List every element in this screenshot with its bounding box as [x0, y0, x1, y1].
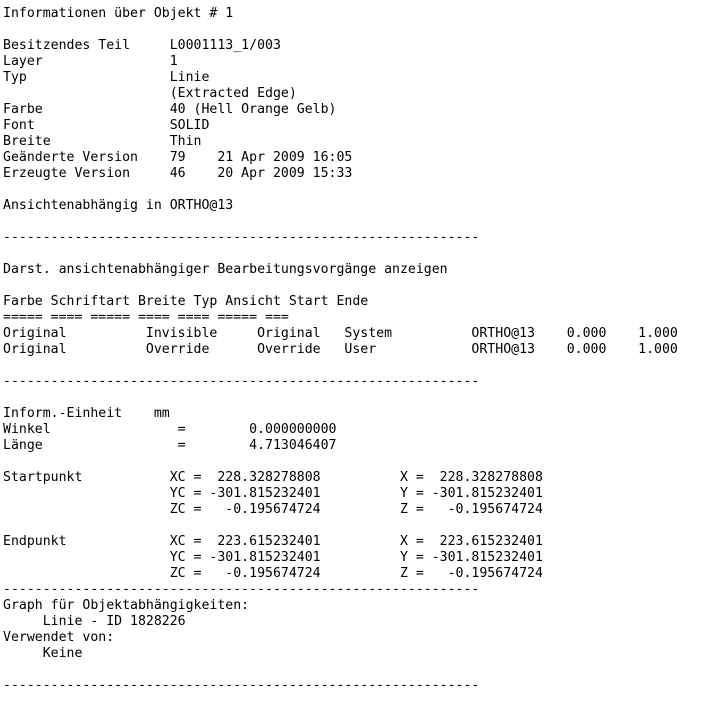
- info-line: Keine: [3, 646, 83, 661]
- info-line: Endpunkt XC = 223.615232401 X = 223.615232401: [3, 534, 543, 549]
- info-line: YC = -301.815232401 Y = -301.815232401: [3, 550, 543, 565]
- info-line: Breite Thin: [3, 134, 202, 149]
- info-line: YC = -301.815232401 Y = -301.815232401: [3, 486, 543, 501]
- info-line: [3, 278, 678, 294]
- info-line: ------------------------------------------------------------: [3, 582, 480, 597]
- info-line: Layer 1: [3, 54, 178, 69]
- info-line: Inform.-Einheit mm: [3, 406, 170, 421]
- info-line: Darst. ansichtenabhängiger Bearbeitungsvorgänge anzeigen: [3, 262, 448, 277]
- info-line: [3, 518, 678, 534]
- object-information-text: [3, 6, 678, 694]
- info-line: ZC = -0.195674724 Z = -0.195674724: [3, 566, 543, 581]
- info-line: Font SOLID: [3, 118, 210, 133]
- info-line: Farbe 40 (Hell Orange Gelb): [3, 102, 337, 117]
- info-line: Erzeugte Version 46 20 Apr 2009 15:33: [3, 166, 353, 181]
- info-line: ------------------------------------------------------------: [3, 678, 480, 693]
- info-line: Typ Linie: [3, 70, 210, 85]
- info-line: [3, 246, 678, 262]
- info-line: [3, 358, 678, 374]
- info-line: Verwendet von:: [3, 630, 115, 645]
- info-line: [3, 454, 678, 470]
- info-line: Informationen über Objekt # 1: [3, 6, 234, 21]
- info-line: [3, 214, 678, 230]
- info-line: ------------------------------------------------------------: [3, 230, 480, 245]
- info-line: Winkel = 0.000000000: [3, 422, 337, 437]
- info-line: [3, 662, 678, 678]
- info-line: [3, 390, 678, 406]
- info-line: Original Invisible Original System ORTHO@13 0.000 1.000: [3, 326, 678, 341]
- info-line: Linie - ID 1828226: [3, 614, 186, 629]
- info-line: Geänderte Version 79 21 Apr 2009 16:05: [3, 150, 353, 165]
- info-line: Graph für Objektabhängigkeiten:: [3, 598, 250, 613]
- info-line: ZC = -0.195674724 Z = -0.195674724: [3, 502, 543, 517]
- info-line: Besitzendes Teil L0001113_1/003: [3, 38, 281, 53]
- info-line: Startpunkt XC = 228.328278808 X = 228.328278808: [3, 470, 543, 485]
- info-line: (Extracted Edge): [3, 86, 297, 101]
- info-line: ------------------------------------------------------------: [3, 374, 480, 389]
- info-line: Ansichtenabhängig in ORTHO@13: [3, 198, 234, 213]
- info-line: [3, 182, 678, 198]
- info-line: Länge = 4.713046407: [3, 438, 337, 453]
- info-line: [3, 22, 678, 38]
- info-line: Farbe Schriftart Breite Typ Ansicht Start Ende: [3, 294, 369, 309]
- info-line: ===== ==== ===== ==== ==== ===== ===: [3, 310, 289, 325]
- info-line: Original Override Override User ORTHO@13 0.000 1.000: [3, 342, 678, 357]
